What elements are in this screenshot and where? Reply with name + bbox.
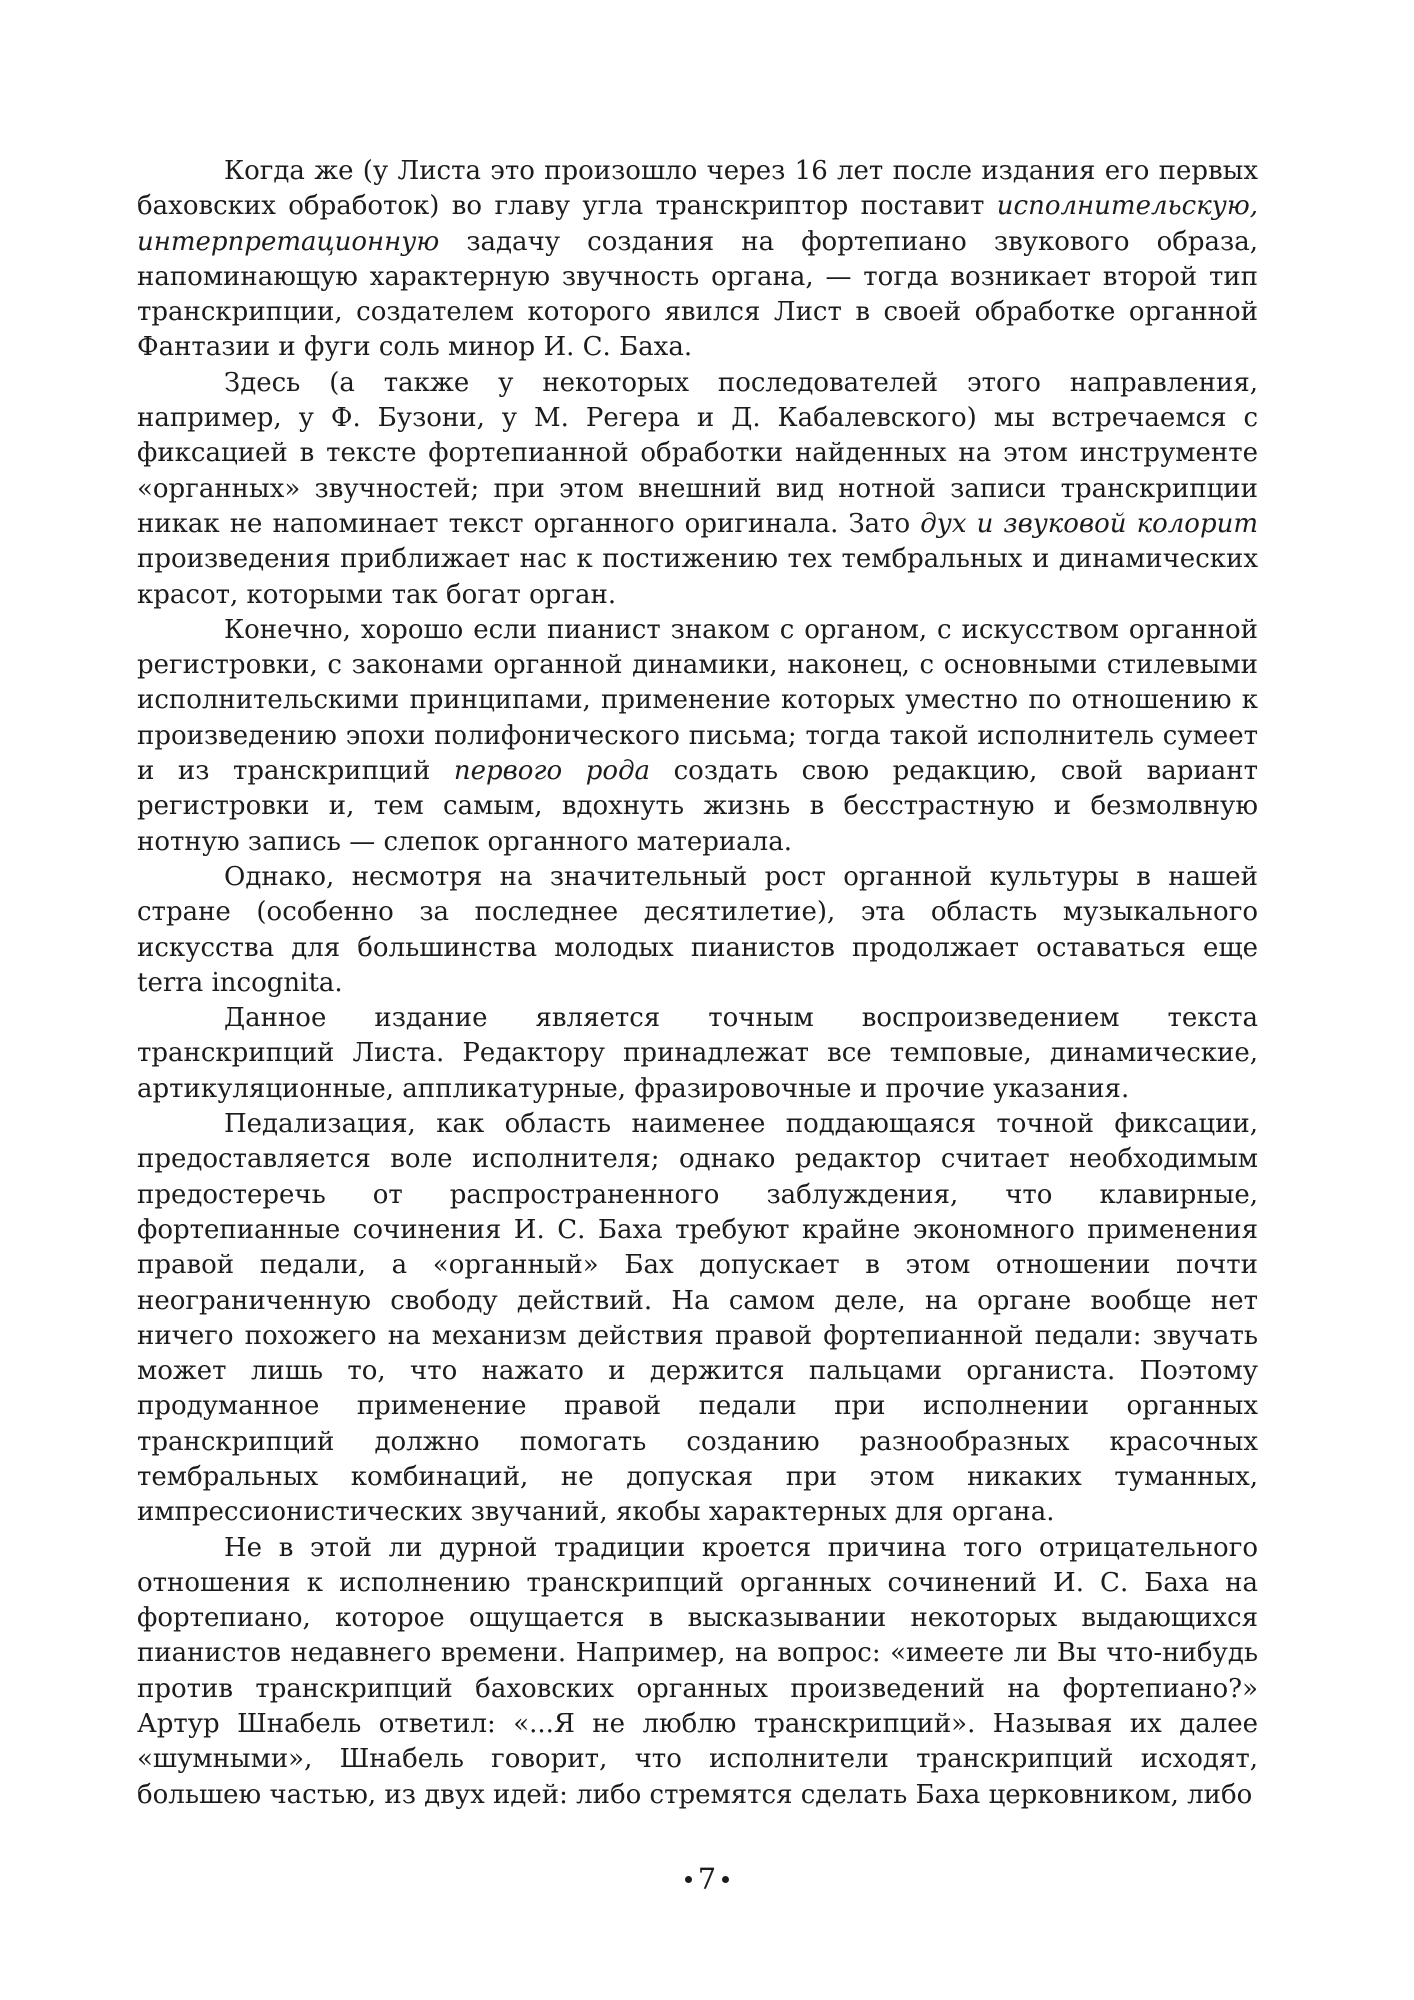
text-run: задачу создания на фортепиано звукового образа, напоминающую характерную звучность органа, — тогда возникает второй тип транскрипции, создателем которого явился Лист в своей обработке органной Фантазии и фуги соль минор И. С. Баха. [137, 226, 1258, 363]
text-run: Педализация, как область наименее поддающаяся точной фиксации, предоставляется воле исполнителя; однако редактор считает необходимым предостеречь от распространенного заблуждения, что клавирные, фортепианные сочинения И. С. Баха требуют крайне экономного применения правой педали, а «органный» Бах допускает в этом отношении почти неограниченную свободу действий. На самом деле, на органе вообще нет ничего похожего на механизм действия правой фортепианной педали: звучать может лишь то, что нажато и держится пальцами органиста. Поэтому продуманное применение правой педали при исполнении органных транскрипций должно помогать созданию разнообразных красочных тембральных комбинаций, не допуская при этом никаких туманных, импрессионистических звучаний, якобы характерных для органа. [137, 1109, 1258, 1528]
paragraph [137, 1107, 1258, 1531]
paragraph [137, 613, 1258, 860]
text-run: Не в этой ли дурной традиции кроется причина того отрицательного отношения к исполнению транскрипций органных сочинений И. С. Баха на фортепиано, которое ощущается в высказывании некоторых выдающихся пианистов недавнего времени. Например, на вопрос: «имеете ли Вы что-нибудь против транскрипций баховских органных произведений на фортепиано?» Артур Шнабель ответил: «...Я не люблю транскрипций». Называя их далее «шумными», Шнабель говорит, что исполнители транскрипций исходят, большею частью, из двух идей: либо стремятся сделать Баха церковником, либо [137, 1532, 1258, 1810]
page-number-value: 7 [697, 1862, 717, 1896]
paragraph [137, 154, 1258, 366]
text-run: Конечно, хорошо если пианист знаком с органом, с искусством органной регистровки, с законами органной динамики, наконец, с основными стилевыми исполнительскими принципами, применение которых уместно по отношению к произведению эпохи полифонического письма; тогда такой исполнитель сумеет и из транскрипций [137, 614, 1258, 787]
paragraph [137, 860, 1258, 1001]
text-run: Здесь (а также у некоторых последователей этого направления, например, у Ф. Бузони, у М. Регера и Д. Кабалевского) мы встречаемся с фиксацией в тексте фортепианной обработки найденных на этом инструменте «органных» звучностей; при этом внешний вид нотной записи транскрипции никак не напоминает текст органного оригинала. Зато [137, 367, 1258, 539]
bullet-dot-icon [685, 1876, 692, 1883]
text-run: Когда же (у Листа это произошло через 16 лет после издания его первых баховских обработок) во главу угла транскриптор поставит [137, 156, 1258, 222]
page-body [137, 154, 1258, 1813]
text-run: создать свою редакцию, свой вариант регистровки и, тем самым, вдохнуть жизнь в бесстрастную и безмолвную нотную запись — слепок органного материала. [137, 756, 1258, 857]
text-run: Однако, несмотря на значительный рост органной культуры в нашей стране (особенно за последнее десятилетие), эта область музыкального искусства для большинства молодых пианистов продолжает оставаться еще terra incognita. [137, 861, 1258, 998]
page-number [0, 1862, 1414, 1896]
text-run: Данное издание является точным воспроизведением текста транскрипций Листа. Редактору принадлежат все темповые, динамические, артикуляционные, аппликатурные, фразировочные и прочие указания. [137, 1003, 1258, 1104]
paragraph [137, 1531, 1258, 1813]
italic-text-run: дух и звуковой колорит [920, 508, 1258, 539]
italic-text-run: исполнительскую, интерпретационную [137, 191, 1258, 257]
paragraph [137, 1001, 1258, 1107]
italic-text-run: первого рода [453, 756, 651, 787]
text-run: произведения приближает нас к постижению тех тембральных и динамических красот, которыми так богат орган. [137, 544, 1258, 610]
bullet-dot-icon [722, 1876, 729, 1883]
paragraph [137, 366, 1258, 613]
